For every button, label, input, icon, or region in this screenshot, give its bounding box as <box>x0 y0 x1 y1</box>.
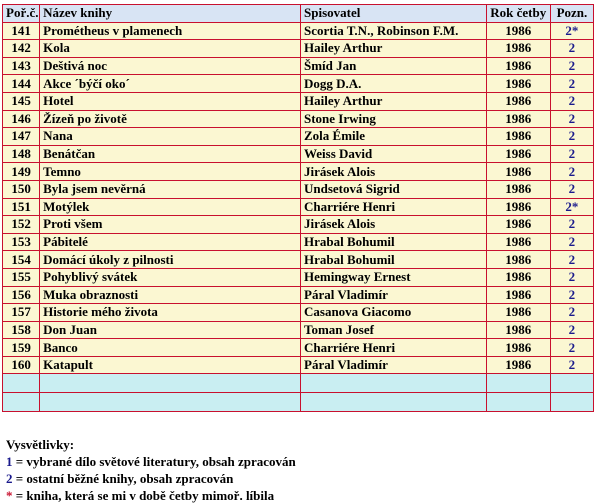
table-row <box>3 40 594 58</box>
book-title: Benátčan <box>40 145 301 163</box>
empty-row <box>3 374 594 393</box>
table-row <box>3 304 594 322</box>
author: Scortia T.N., Robinson F.M. <box>301 22 487 40</box>
reading-year: 1986 <box>486 321 550 339</box>
legend-text: = ostatní běžné knihy, obsah zpracován <box>12 471 234 486</box>
reading-year: 1986 <box>486 198 550 216</box>
author: Weiss David <box>301 145 487 163</box>
book-title: Banco <box>40 339 301 357</box>
table-row <box>3 268 594 286</box>
author: Páral Vladimír <box>301 286 487 304</box>
empty-cell <box>40 393 301 412</box>
header-number: Poř.č. <box>3 5 40 23</box>
author: Šmíd Jan <box>301 57 487 75</box>
row-number: 157 <box>3 304 40 322</box>
reading-year: 1986 <box>486 22 550 40</box>
legend-key: 2 <box>6 471 13 486</box>
row-number: 146 <box>3 110 40 128</box>
legend <box>6 436 296 504</box>
table-row <box>3 286 594 304</box>
author: Hrabal Bohumil <box>301 233 487 251</box>
book-title: Muka obraznosti <box>40 286 301 304</box>
row-number: 142 <box>3 40 40 58</box>
row-number: 150 <box>3 180 40 198</box>
row-number: 155 <box>3 268 40 286</box>
author: Charriére Henri <box>301 339 487 357</box>
header-author: Spisovatel <box>301 5 487 23</box>
legend-key: 1 <box>6 454 13 469</box>
author: Páral Vladimír <box>301 356 487 374</box>
row-number: 156 <box>3 286 40 304</box>
table-row <box>3 356 594 374</box>
book-title: Kola <box>40 40 301 58</box>
table-row <box>3 321 594 339</box>
empty-cell <box>550 393 593 412</box>
table-row <box>3 92 594 110</box>
empty-cell <box>301 393 487 412</box>
table-row <box>3 216 594 234</box>
table-row <box>3 163 594 181</box>
row-number: 160 <box>3 356 40 374</box>
book-title: Nana <box>40 128 301 146</box>
author: Dogg D.A. <box>301 75 487 93</box>
reading-year: 1986 <box>486 110 550 128</box>
table-row <box>3 22 594 40</box>
book-table <box>2 4 594 412</box>
book-title: Akce ´býčí oko´ <box>40 75 301 93</box>
legend-item <box>6 487 296 504</box>
legend-item <box>6 453 296 470</box>
header-note: Pozn. <box>550 5 593 23</box>
book-title: Deštivá noc <box>40 57 301 75</box>
legend-text: = vybrané dílo světové literatury, obsah zpracován <box>12 454 296 469</box>
note: 2 <box>550 233 593 251</box>
row-number: 143 <box>3 57 40 75</box>
note: 2 <box>550 180 593 198</box>
note: 2 <box>550 339 593 357</box>
header-title: Název knihy <box>40 5 301 23</box>
table-row <box>3 198 594 216</box>
legend-title: Vysvětlivky: <box>6 437 75 452</box>
empty-cell <box>40 374 301 393</box>
reading-year: 1986 <box>486 286 550 304</box>
note: 2* <box>550 22 593 40</box>
book-title: Temno <box>40 163 301 181</box>
row-number: 152 <box>3 216 40 234</box>
note: 2 <box>550 57 593 75</box>
reading-year: 1986 <box>486 163 550 181</box>
row-number: 144 <box>3 75 40 93</box>
note: 2 <box>550 75 593 93</box>
reading-year: 1986 <box>486 356 550 374</box>
note: 2 <box>550 304 593 322</box>
table-row <box>3 75 594 93</box>
table-row <box>3 128 594 146</box>
reading-year: 1986 <box>486 145 550 163</box>
table-row <box>3 251 594 269</box>
empty-cell <box>3 393 40 412</box>
row-number: 148 <box>3 145 40 163</box>
reading-year: 1986 <box>486 92 550 110</box>
empty-cell <box>486 393 550 412</box>
author: Hailey Arthur <box>301 92 487 110</box>
table-row <box>3 145 594 163</box>
legend-item <box>6 470 296 487</box>
row-number: 151 <box>3 198 40 216</box>
book-title: Pohyblivý svátek <box>40 268 301 286</box>
book-title: Motýlek <box>40 198 301 216</box>
reading-year: 1986 <box>486 304 550 322</box>
empty-row <box>3 393 594 412</box>
reading-year: 1986 <box>486 216 550 234</box>
row-number: 147 <box>3 128 40 146</box>
note: 2 <box>550 110 593 128</box>
legend-key: * <box>6 488 13 503</box>
book-title: Pábitelé <box>40 233 301 251</box>
reading-year: 1986 <box>486 40 550 58</box>
book-title: Katapult <box>40 356 301 374</box>
author: Jirásek Alois <box>301 163 487 181</box>
row-number: 141 <box>3 22 40 40</box>
author: Zola Émile <box>301 128 487 146</box>
author: Casanova Giacomo <box>301 304 487 322</box>
author: Charriére Henri <box>301 198 487 216</box>
empty-cell <box>3 374 40 393</box>
author: Jirásek Alois <box>301 216 487 234</box>
reading-year: 1986 <box>486 268 550 286</box>
reading-year: 1986 <box>486 233 550 251</box>
table-row <box>3 180 594 198</box>
reading-year: 1986 <box>486 339 550 357</box>
note: 2 <box>550 251 593 269</box>
reading-year: 1986 <box>486 57 550 75</box>
note: 2 <box>550 286 593 304</box>
note: 2 <box>550 216 593 234</box>
empty-cell <box>550 374 593 393</box>
note: 2 <box>550 40 593 58</box>
row-number: 158 <box>3 321 40 339</box>
book-title: Prométheus v plamenech <box>40 22 301 40</box>
header-row <box>3 5 594 23</box>
book-title: Domácí úkoly z pilnosti <box>40 251 301 269</box>
table-row <box>3 110 594 128</box>
note: 2 <box>550 145 593 163</box>
note: 2 <box>550 92 593 110</box>
reading-year: 1986 <box>486 128 550 146</box>
author: Stone Irwing <box>301 110 487 128</box>
note: 2 <box>550 268 593 286</box>
row-number: 145 <box>3 92 40 110</box>
note: 2 <box>550 128 593 146</box>
author: Undsetová Sigrid <box>301 180 487 198</box>
note: 2 <box>550 356 593 374</box>
reading-year: 1986 <box>486 251 550 269</box>
reading-year: 1986 <box>486 75 550 93</box>
header-year: Rok četby <box>486 5 550 23</box>
book-title: Proti všem <box>40 216 301 234</box>
table-row <box>3 339 594 357</box>
author: Toman Josef <box>301 321 487 339</box>
author: Hemingway Ernest <box>301 268 487 286</box>
legend-text: = kniha, která se mi v době četby mimoř. líbila <box>12 488 275 503</box>
empty-cell <box>486 374 550 393</box>
book-title: Byla jsem nevěrná <box>40 180 301 198</box>
note: 2 <box>550 321 593 339</box>
row-number: 149 <box>3 163 40 181</box>
table-row <box>3 57 594 75</box>
empty-cell <box>301 374 487 393</box>
row-number: 153 <box>3 233 40 251</box>
reading-year: 1986 <box>486 180 550 198</box>
note: 2* <box>550 198 593 216</box>
book-title: Historie mého života <box>40 304 301 322</box>
note: 2 <box>550 163 593 181</box>
row-number: 154 <box>3 251 40 269</box>
author: Hrabal Bohumil <box>301 251 487 269</box>
book-title: Hotel <box>40 92 301 110</box>
book-title: Žízeň po životě <box>40 110 301 128</box>
book-title: Don Juan <box>40 321 301 339</box>
row-number: 159 <box>3 339 40 357</box>
table-row <box>3 233 594 251</box>
author: Hailey Arthur <box>301 40 487 58</box>
